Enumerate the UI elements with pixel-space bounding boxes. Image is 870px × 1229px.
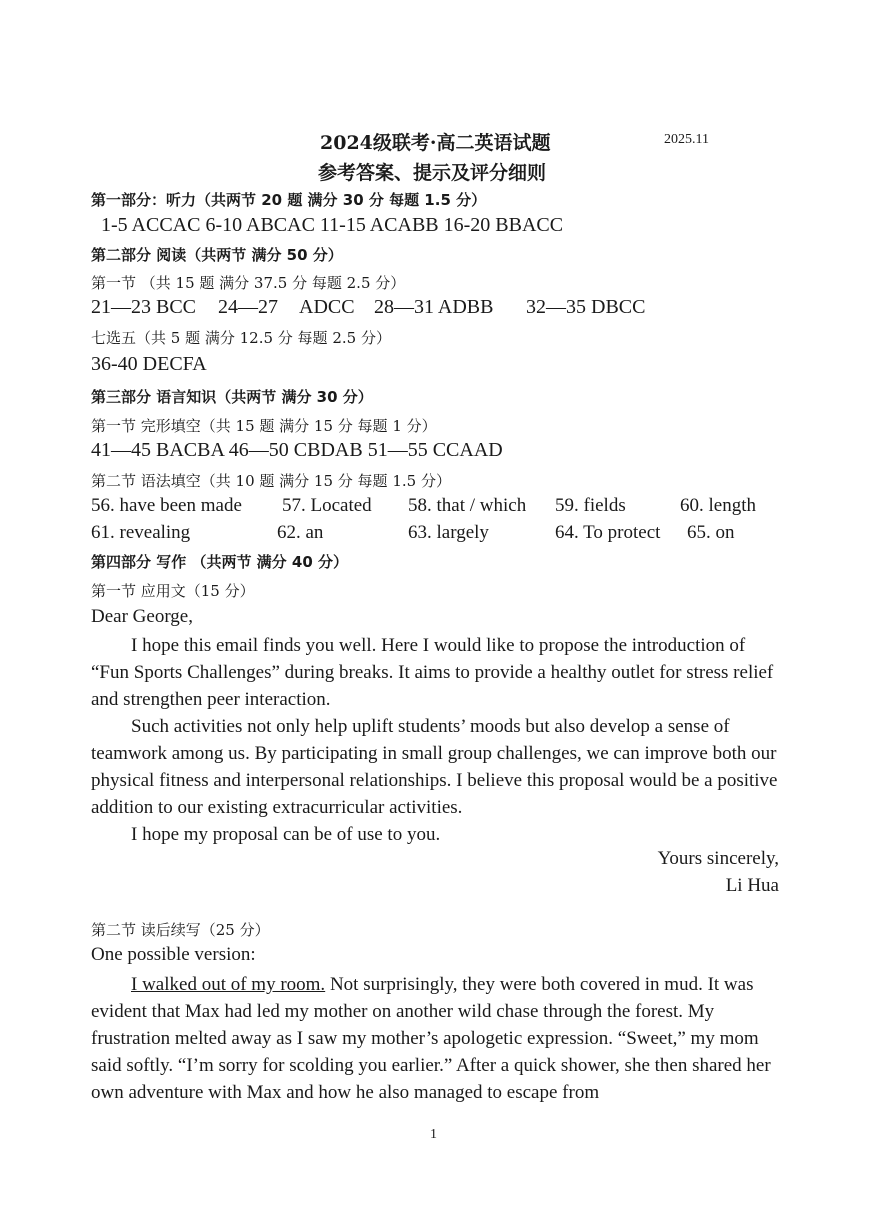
letter-paragraph: Such activities not only help uplift students’ moods but also develop a sense of teamwork among us. By participating in small group challenges, we can improve both our physical fitness and interpersonal relationships. I believe this proposal would be a positive addition to our existing extracurricular activities. <box>91 716 778 818</box>
letter-paragraph: I hope my proposal can be of use to you. <box>131 824 441 845</box>
reading-answer: 28—31 ADBB <box>374 296 494 318</box>
grammar-answer: 60. length <box>680 495 756 516</box>
part4-section2-heading: 第二节 读后续写（25 分） <box>91 921 270 939</box>
version-label: One possible version: <box>91 944 256 965</box>
grammar-answer: 62. an <box>277 522 324 543</box>
letter-paragraph: I hope this email finds you well. Here I would like to propose the introduction of “Fun Sports Challenges” during breaks. It aims to provide a healthy outlet for stress relief and strengthen peer interaction. <box>91 635 774 710</box>
grammar-answer: 56. have been made <box>91 495 242 516</box>
grammar-answer: 61. revealing <box>91 522 191 543</box>
part4-section1-heading: 第一节 应用文（15 分） <box>91 582 255 600</box>
exam-date: 2025.11 <box>664 132 709 147</box>
part1-heading: 第一部分：听力（共两节 20 题 满分 30 分 每题 1.5 分） <box>91 191 487 209</box>
story-continuation: Not surprisingly, they were both covered in mud. It was evident that Max had led my mother on another wild chase through the forest. My frustration melted away as I saw my mother’s apologetic expression. “Sweet,” my mom said softly. “I’m sorry for scolding you earlier.” After a quick shower, she then shared her own adventure with Max and how he also managed to escape from <box>91 974 771 1103</box>
letter-greeting: Dear George, <box>91 606 193 627</box>
page-number: 1 <box>430 1127 437 1142</box>
part2-heading: 第二部分 阅读（共两节 满分 50 分） <box>91 246 343 264</box>
part3-section1-heading: 第一节 完形填空（共 15 题 满分 15 分 每题 1 分） <box>91 417 437 435</box>
grammar-answer: 63. largely <box>408 522 489 543</box>
reading-answer: 21—23 BCC <box>91 296 197 318</box>
grammar-answer: 64. To protect <box>555 522 661 543</box>
grammar-answer: 59. fields <box>555 495 626 516</box>
reading-answer: 24—27 <box>218 296 278 318</box>
reading-answer: ADCC <box>299 296 355 318</box>
letter-signature: Li Hua <box>725 875 779 896</box>
part2-section2-heading: 七选五（共 5 题 满分 12.5 分 每题 2.5 分） <box>91 329 391 347</box>
part3-heading: 第三部分 语言知识（共两节 满分 30 分） <box>91 388 373 406</box>
reading-answer: 32—35 DBCC <box>526 296 646 318</box>
grammar-answer: 58. that / which <box>408 495 527 516</box>
part4-heading: 第四部分 写作 （共两节 满分 40 分） <box>91 553 348 571</box>
story-opening-sentence: I walked out of my room. <box>131 974 326 995</box>
grammar-answer: 65. on <box>687 522 735 543</box>
grammar-answer: 57. Located <box>282 495 372 516</box>
story-paragraph <box>91 971 781 1106</box>
letter-closing: Yours sincerely, <box>657 848 779 869</box>
cloze-answers: 41—45 BACBA 46—50 CBDAB 51—55 CCAAD <box>91 439 503 461</box>
part2-section1-heading: 第一节 （共 15 题 满分 37.5 分 每题 2.5 分） <box>91 274 406 292</box>
part1-answers: 1-5 ACCAC 6-10 ABCAC 11-15 ACABB 16-20 BBACC <box>101 214 564 236</box>
page-title: 2024级联考·高二英语试题 <box>320 132 551 154</box>
page-subtitle: 参考答案、提示及评分细则 <box>318 162 547 184</box>
part3-section2-heading: 第二节 语法填空（共 10 题 满分 15 分 每题 1.5 分） <box>91 472 451 490</box>
seven-choose-five-answers: 36-40 DECFA <box>91 353 207 375</box>
